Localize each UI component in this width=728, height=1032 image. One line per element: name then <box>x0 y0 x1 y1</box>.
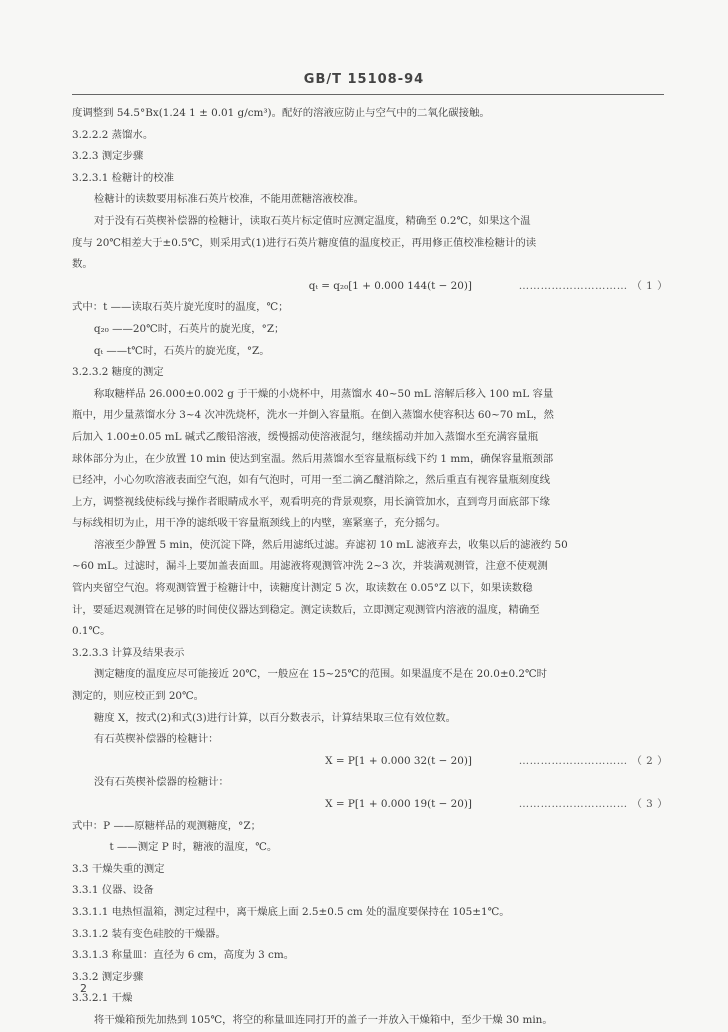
section-heading: 3.3 干燥失重的测定 <box>72 862 165 875</box>
text-line: 上方，调整视线使标线与操作者眼睛成水平，观看明亮的背景观察，用长滴管加水，直到弯月面底部下缘 <box>72 495 550 508</box>
header-divider <box>72 94 664 95</box>
section-heading: 3.3.1.3 称量皿：直径为 6 cm，高度为 3 cm。 <box>72 949 295 962</box>
text-line: 计，要延迟观测管在足够的时间使仪器达到稳定。测定读数后，立即测定观测管内溶液的温度，精确至 <box>72 603 540 616</box>
text-line: q₂₀ ——20℃时，石英片的旋光度，°Z； <box>93 322 285 335</box>
text-line: 溶液至少静置 5 min，使沉淀下降，然后用滤纸过滤。弃滤初 10 mL 滤液弃去，收集以后的滤液约 50 <box>93 538 568 551</box>
standard-code-header: GB/T 15108-94 <box>303 72 425 87</box>
section-heading: 3.2.3.3 计算及结果表示 <box>72 646 185 659</box>
text-line: t ——测定 P 时，糖液的温度，℃。 <box>109 841 278 854</box>
page-number: 2 <box>80 982 87 995</box>
formula-number: ………………………… （ 1 ） <box>518 279 668 292</box>
text-line: 0.1℃。 <box>72 625 111 638</box>
formula-line <box>72 794 668 816</box>
text-line: 球体部分为止，在少放置 10 min 使达到室温。然后用蒸馏水至容量瓶标线下约 1 mm，确保容量瓶颈部 <box>72 452 554 465</box>
text-line: 管内夹留空气泡。将观测管置于检糖计中，读糖度计测定 5 次，取读数在 0.05°Z 以下，如果读数稳 <box>72 582 533 595</box>
formula-expression: X = P[1 + 0.000 32(t − 20)] <box>325 754 472 767</box>
text-line: 后加入 1.00±0.05 mL 碱式乙酸铅溶液，缓慢摇动使溶液混匀，继续摇动并加入蒸馏水至充满容量瓶 <box>72 430 539 443</box>
section-heading: 3.3.1.1 电热恒温箱，测定过程中，离干燥底上面 2.5±0.5 cm 处的温度要保持在 105±1℃。 <box>72 905 510 918</box>
formula-number: ………………………… （ 3 ） <box>518 798 668 810</box>
text-line: 测定的，则应校正到 20℃。 <box>72 690 205 703</box>
section-heading: 3.2.3.1 检糖计的校准 <box>72 171 174 184</box>
text-line: 将干燥箱预先加热到 105℃，将空的称量皿连同打开的盖子一并放入干燥箱中，至少干燥 30 min。 <box>93 1013 553 1026</box>
text-line: 与标线相切为止，用干净的滤纸吸干容量瓶颈线上的内壁，塞紧塞子，充分摇匀。 <box>72 517 447 530</box>
text-line: 测定糖度的温度应尽可能接近 20℃，一般应在 15~25℃的范围。如果温度不是在 20.0±0.2℃时 <box>93 668 548 681</box>
formula-expression: X = P[1 + 0.000 19(t − 20)] <box>325 798 472 810</box>
text-line: 瓶中，用少量蒸馏水分 3~4 次冲洗烧杯，洗水一并倒入容量瓶。在倒入蒸馏水使容积达 60~70 mL，然 <box>72 409 554 422</box>
text-line: 糖度 X，按式(2)和式(3)进行计算，以百分数表示，计算结果取三位有效位数。 <box>93 711 457 724</box>
section-heading: 3.2.2.2 蒸馏水。 <box>72 128 154 141</box>
text-line: 已经冲，小心勿吹溶液表面空气泡，如有气泡时，可用一至二滴乙醚消除之，然后重直有视容量瓶刻度线 <box>72 474 550 487</box>
text-line: 数。 <box>72 258 93 271</box>
formula-expression: qₜ = q₂₀[1 + 0.000 144(t − 20)] <box>308 279 472 292</box>
text-line: 对于没有石英楔补偿器的检糖计，读取石英片标定值时应测定温度，精确至 0.2℃，如果这个温 <box>93 214 531 227</box>
formula-line <box>72 276 668 298</box>
formula-line <box>72 751 668 773</box>
text-line: 式中：t ——读取石英片旋光度时的温度，℃； <box>72 301 289 314</box>
text-line: 式中：P ——原糖样品的观测糖度，°Z； <box>72 819 261 832</box>
section-heading: 3.2.3.2 糖度的测定 <box>72 366 164 379</box>
text-line: 度与 20℃相差大于±0.5℃，则采用式(1)进行石英片糖度值的温度校正，再用修正值校准检糖计的读 <box>72 236 537 249</box>
section-heading: 3.2.3 测定步骤 <box>72 150 144 163</box>
text-line: 有石英楔补偿器的检糖计： <box>93 733 219 746</box>
text-line: 度调整到 54.5°Bx(1.24 1 ± 0.01 g/cm³)。配好的溶液应防止与空气中的二氧化碳接触。 <box>72 107 490 119</box>
section-heading: 3.3.2.1 干燥 <box>72 992 133 1005</box>
section-heading: 3.3.1 仪器、设备 <box>72 884 154 897</box>
text-line: 没有石英楔补偿器的检糖计： <box>93 776 229 789</box>
formula-number: ………………………… （ 2 ） <box>518 754 668 767</box>
text-line: ~60 mL。过滤时，漏斗上要加盖表面皿。用滤液将观测管冲洗 2~3 次，并装满观测管，注意不使观测 <box>72 560 548 573</box>
section-heading: 3.3.1.2 装有变色硅胶的干燥器。 <box>72 927 226 940</box>
section-heading: 3.3.2 测定步骤 <box>72 970 144 983</box>
text-line: 称取糖样品 26.000±0.002 g 于干燥的小烧杯中，用蒸馏水 40~50 mL 溶解后移入 100 mL 容量 <box>93 387 554 400</box>
text-line: 检糖计的读数要用标准石英片校准，不能用蔗糖溶液校准。 <box>93 193 364 206</box>
text-line: qₜ ——t℃时，石英片的旋光度，°Z。 <box>93 344 270 357</box>
document-body <box>72 103 668 1032</box>
